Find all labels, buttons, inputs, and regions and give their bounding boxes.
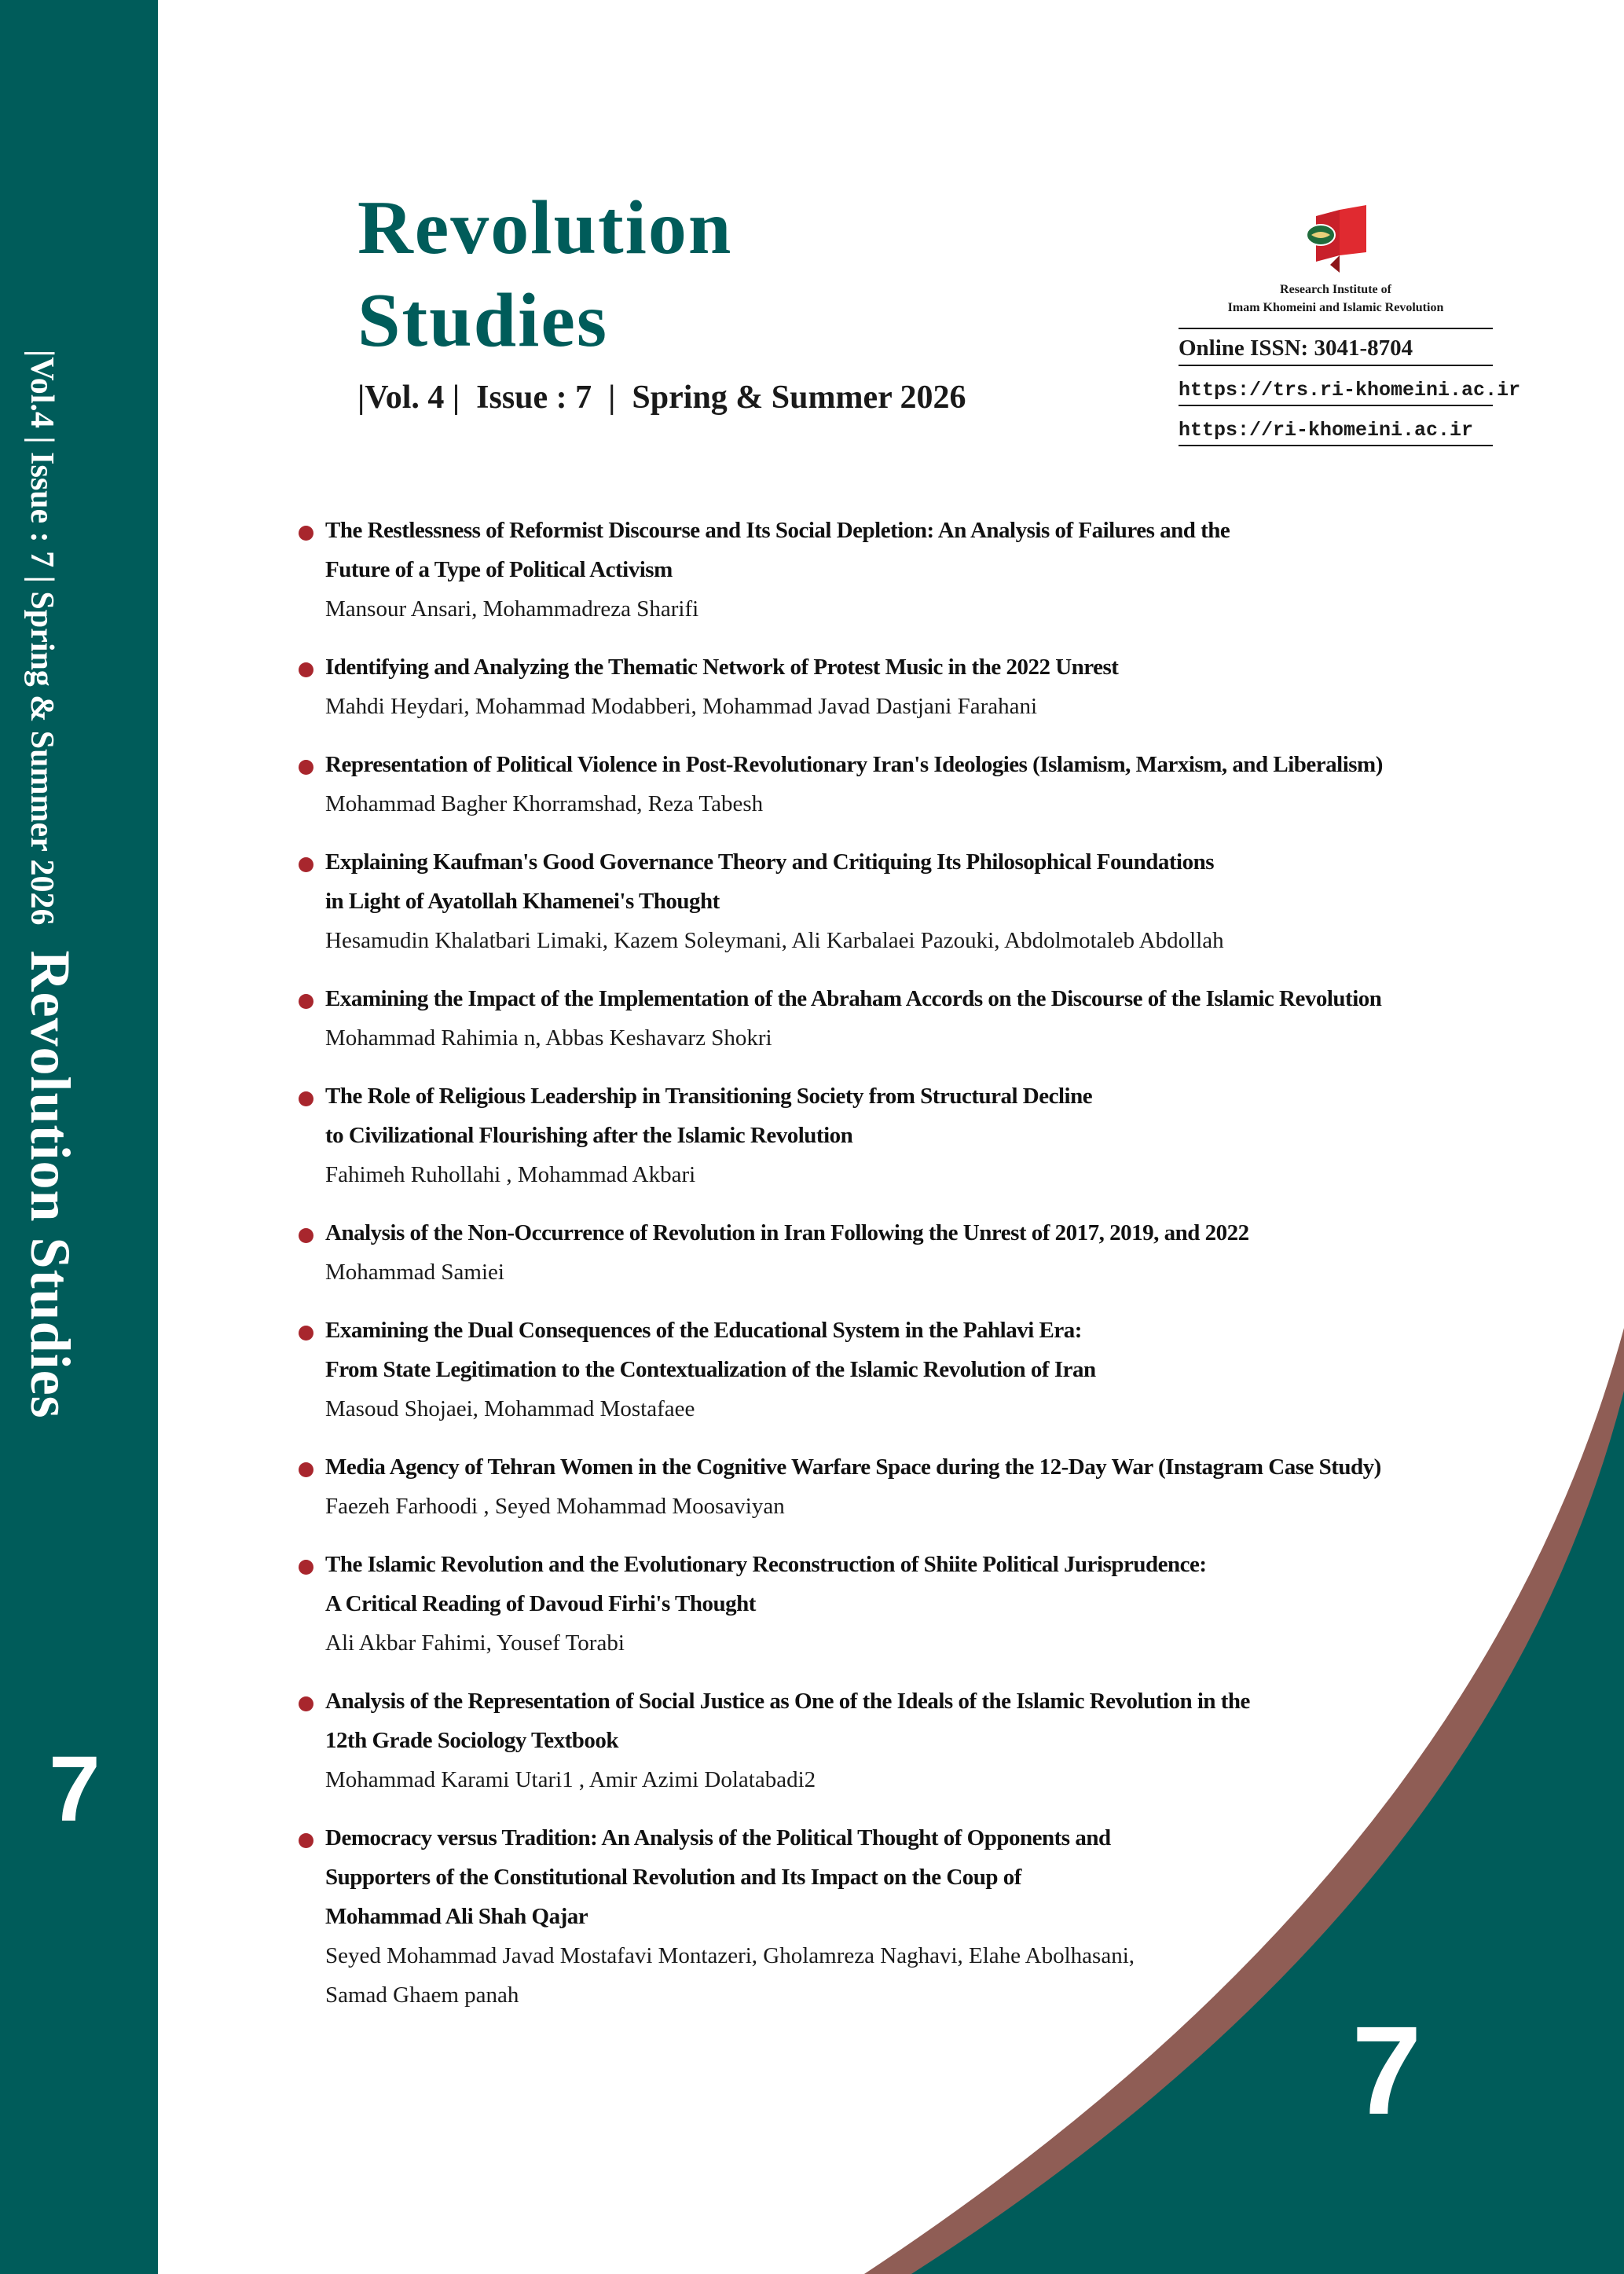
journal-title-line-2: Studies [357, 277, 609, 363]
article-title-line: Examining the Impact of the Implementation of the Abraham Accords on the Discourse of the Islamic Revolution [325, 986, 1382, 1011]
issue-info: |Vol. 4 | Issue : 7 | Spring & Summer 2026 [357, 380, 966, 416]
spine [0, 0, 158, 2274]
institute-name-line-2: Imam Khomeini and Islamic Revolution [1227, 301, 1444, 315]
spine-issue-number: 7 [49, 1737, 101, 1841]
article-authors [325, 1253, 1524, 1292]
article-title-line: to Civilizational Flourishing after the Islamic Revolution [325, 1123, 853, 1148]
article-title-line: Analysis of the Representation of Social Justice as One of the Ideals of the Islamic Revolution in the [325, 1689, 1250, 1714]
article-authors [325, 687, 1524, 726]
article-authors-line: Fahimeh Ruhollahi , Mohammad Akbari [325, 1162, 696, 1187]
article-entry [299, 1311, 1524, 1429]
article-entry [299, 1076, 1524, 1194]
publisher-block [1179, 200, 1521, 446]
article-authors-line: Mohammad Rahimia n, Abbas Keshavarz Shokri [325, 1025, 772, 1051]
article-authors [325, 589, 1524, 629]
bullet-icon [299, 1228, 313, 1243]
article-title-line: Explaining Kaufman's Good Governance Theory and Critiquing Its Philosophical Foundations [325, 849, 1215, 875]
article-title [325, 745, 1524, 784]
article-authors [325, 1487, 1524, 1526]
article-entry [299, 979, 1524, 1058]
article-title-line: in Light of Ayatollah Khamenei's Thought [325, 889, 720, 914]
article-entry [299, 1818, 1524, 2015]
bullet-icon [299, 1833, 313, 1848]
article-title [325, 1682, 1524, 1760]
article-title [325, 842, 1524, 921]
bullet-icon [299, 1326, 313, 1341]
article-title-line: Supporters of the Constitutional Revolution and Its Impact on the Coup of [325, 1865, 1021, 1890]
article-entry [299, 647, 1524, 726]
article-title [325, 511, 1524, 589]
article-entry [299, 745, 1524, 823]
cover-issue-number: 7 [1351, 2000, 1422, 2140]
bullet-icon [299, 994, 313, 1009]
bullet-icon [299, 1091, 313, 1106]
journal-title [357, 182, 732, 367]
article-authors [325, 1389, 1524, 1429]
bullet-icon [299, 1462, 313, 1477]
article-authors-line: Mahdi Heydari, Mohammad Modabberi, Mohammad Javad Dastjani Farahani [325, 694, 1038, 719]
article-authors-line: Mansour Ansari, Mohammadreza Sharifi [325, 596, 699, 622]
article-title-line: The Role of Religious Leadership in Transitioning Society from Structural Decline [325, 1084, 1093, 1109]
institute-name [1179, 281, 1493, 317]
bullet-icon [299, 662, 313, 677]
article-title-line: Media Agency of Tehran Women in the Cognitive Warfare Space during the 12-Day War (Instagram Case Study) [325, 1454, 1381, 1480]
article-title-line: The Islamic Revolution and the Evolutionary Reconstruction of Shiite Political Jurisprudence: [325, 1552, 1207, 1577]
article-authors-line: Seyed Mohammad Javad Mostafavi Montazeri, Gholamreza Naghavi, Elahe Abolhasani, [325, 1943, 1135, 1968]
article-authors [325, 1155, 1524, 1194]
bullet-icon [299, 760, 313, 775]
article-title-line: From State Legitimation to the Contextualization of the Islamic Revolution of Iran [325, 1357, 1096, 1382]
article-authors-line: Mohammad Karami Utari1 , Amir Azimi Dolatabadi2 [325, 1767, 816, 1792]
article-authors-line: Mohammad Samiei [325, 1260, 504, 1285]
bullet-icon [299, 1696, 313, 1711]
article-title-line: Future of a Type of Political Activism [325, 557, 673, 582]
bullet-icon [299, 1560, 313, 1575]
journal-title-line-1: Revolution [357, 185, 733, 270]
article-entry [299, 1447, 1524, 1526]
institute-url[interactable]: https://ri-khomeini.ac.ir [1179, 413, 1493, 446]
article-title-line: Identifying and Analyzing the Thematic Network of Protest Music in the 2022 Unrest [325, 655, 1119, 680]
article-authors-line: Samad Ghaem panah [325, 1982, 519, 2008]
article-title-line: The Restlessness of Reformist Discourse and Its Social Depletion: An Analysis of Failures and the [325, 518, 1230, 543]
article-entry [299, 1213, 1524, 1292]
article-title-line: A Critical Reading of Davoud Firhi's Thought [325, 1591, 756, 1616]
article-entry [299, 511, 1524, 629]
article-authors [325, 921, 1524, 960]
article-authors-line: Masoud Shojaei, Mohammad Mostafaee [325, 1396, 695, 1421]
journal-url[interactable]: https://trs.ri-khomeini.ac.ir [1179, 372, 1493, 406]
issn: Online ISSN: 3041-8704 [1179, 328, 1493, 366]
article-authors [325, 784, 1524, 823]
article-title [325, 1447, 1524, 1487]
article-authors-line: Hesamudin Khalatbari Limaki, Kazem Soleymani, Ali Karbalaei Pazouki, Abdolmotaleb Abdollah [325, 928, 1224, 953]
institute-logo-icon [1300, 200, 1371, 273]
bullet-icon [299, 526, 313, 541]
spine-issue-info: |Vol.4 | Issue : 7 | Spring & Summer 2026 [24, 350, 60, 926]
article-title [325, 1818, 1524, 1936]
article-title [325, 647, 1524, 687]
article-title-line: Mohammad Ali Shah Qajar [325, 1904, 588, 1929]
article-title [325, 1076, 1524, 1155]
article-title [325, 1213, 1524, 1253]
institute-name-line-1: Research Institute of [1280, 283, 1391, 296]
article-title [325, 979, 1524, 1018]
article-authors [325, 1936, 1524, 2015]
article-title [325, 1545, 1524, 1623]
article-authors [325, 1760, 1524, 1799]
article-entry [299, 1545, 1524, 1663]
article-authors [325, 1018, 1524, 1058]
article-authors-line: Faezeh Farhoodi , Seyed Mohammad Moosaviyan [325, 1494, 785, 1519]
article-authors-line: Ali Akbar Fahimi, Yousef Torabi [325, 1630, 625, 1656]
article-title-line: Democracy versus Tradition: An Analysis of the Political Thought of Opponents and [325, 1825, 1111, 1850]
article-title-line: Analysis of the Non-Occurrence of Revolution in Iran Following the Unrest of 2017, 2019, and 2022 [325, 1220, 1249, 1245]
article-authors-line: Mohammad Bagher Khorramshad, Reza Tabesh [325, 791, 764, 816]
article-entry [299, 1682, 1524, 1799]
spine-title: Revolution Studies [19, 950, 82, 1419]
spine-text [19, 350, 82, 1419]
article-title-line: Examining the Dual Consequences of the Educational System in the Pahlavi Era: [325, 1318, 1082, 1343]
article-authors [325, 1623, 1524, 1663]
article-title-line: Representation of Political Violence in Post-Revolutionary Iran's Ideologies (Islamism, Marxism, and Liberalism) [325, 752, 1383, 777]
article-title [325, 1311, 1524, 1389]
article-list [299, 511, 1524, 2034]
bullet-icon [299, 857, 313, 872]
article-entry [299, 842, 1524, 960]
article-title-line: 12th Grade Sociology Textbook [325, 1728, 619, 1753]
